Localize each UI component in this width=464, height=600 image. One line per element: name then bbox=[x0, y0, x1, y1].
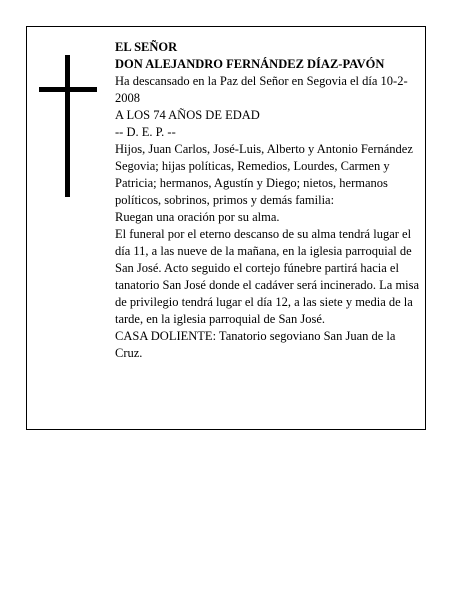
cross-horizontal-bar bbox=[39, 87, 97, 92]
cross-icon bbox=[39, 55, 97, 197]
prayer-request: Ruegan una oración por su alma. bbox=[115, 210, 280, 224]
obituary-text bbox=[115, 39, 423, 362]
mourning-house: CASA DOLIENTE: Tanatorio segoviano San Juan de la Cruz. bbox=[115, 329, 396, 360]
cross-vertical-bar bbox=[65, 55, 70, 197]
age-line: A LOS 74 AÑOS DE EDAD bbox=[115, 108, 260, 122]
funeral-details: El funeral por el eterno descanso de su alma tendrá lugar el día 11, a las nueve de la mañana, en la iglesia parroquial de San José. Acto seguido el cortejo fúnebre partirá hacia el tanatorio San José donde el cadáver será incinerado. La misa de privilegio tendrá lugar el día 12, a las siete y media de la tarde, en la iglesia parroquial de San José. bbox=[115, 227, 420, 326]
family-list: Hijos, Juan Carlos, José-Luis, Alberto y Antonio Fernández Segovia; hijas políticas, Remedios, Lourdes, Carmen y Patricia; hermanos, Agustín y Diego; nietos, hermanos políticos, sobrinos, primos y demás familia: bbox=[115, 142, 413, 207]
death-info: Ha descansado en la Paz del Señor en Segovia el día 10-2-2008 bbox=[115, 74, 408, 105]
deceased-name: DON ALEJANDRO FERNÁNDEZ DÍAZ-PAVÓN bbox=[115, 57, 385, 71]
rip-line: -- D. E. P. -- bbox=[115, 125, 176, 139]
obituary-notice bbox=[26, 26, 426, 430]
obituary-title: EL SEÑOR bbox=[115, 40, 178, 54]
